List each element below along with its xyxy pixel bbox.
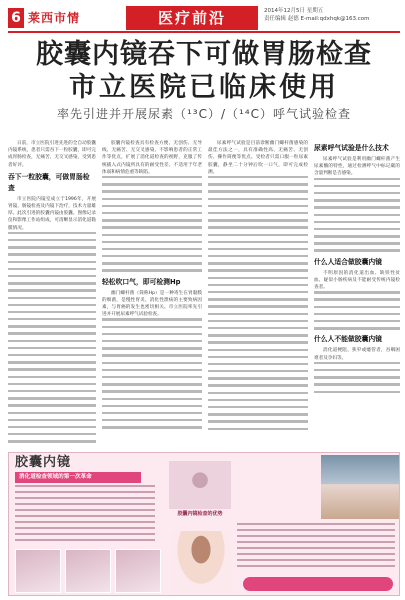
ad-subheading: 胶囊内镜检查的优势 xyxy=(177,511,223,517)
section-heading-breath-test: 尿素呼气试验是什么技术 xyxy=(314,144,389,152)
article-body xyxy=(8,140,400,448)
editor-line: 责任编辑 赵德 E-mail:qdxhqk@163.com xyxy=(264,16,370,22)
article-column-1 xyxy=(8,140,96,448)
illegible-text-lines xyxy=(314,178,400,252)
section-heading-hp: 轻松吹口气，即可检测Hp xyxy=(102,277,181,286)
illegible-text-lines xyxy=(208,176,308,430)
ad-photo-strip xyxy=(15,549,165,593)
subheadline: 率先引进并开展尿素（¹³C）/（¹⁴C）呼气试验检查 xyxy=(56,107,352,121)
illegible-text-lines xyxy=(314,362,400,393)
article-column-4 xyxy=(314,140,400,448)
illegible-text-lines xyxy=(102,318,202,428)
intro-paragraph: 日前，市立医院引进先进的全自动胶囊内镜系统，患者只需吞下一粒胶囊，即可完成胃肠检查，无痛苦、无交叉感染，受到患者好评。 xyxy=(8,141,96,168)
ad-thumbnail xyxy=(115,549,161,593)
ad-text-block xyxy=(237,523,395,571)
section-heading-unsuitable: 什么人不能做胶囊内镜 xyxy=(314,335,382,344)
illegible-text-lines xyxy=(102,176,202,272)
ad-thumbnail xyxy=(15,549,61,593)
body-paragraph: 尿素呼气试验是利用幽门螺杆菌产生尿素酶的特性，通过检测呼气中标记碳的含量判断是否感染。 xyxy=(314,157,400,177)
doctor-photo xyxy=(321,455,399,519)
masthead xyxy=(8,6,400,30)
capsule-device-image xyxy=(169,461,231,509)
issue-meta xyxy=(264,7,400,23)
page-number: 6 xyxy=(8,8,24,28)
section-title: 医疗前沿 xyxy=(126,6,258,30)
body-paragraph: 消化道梗阻、狭窄或瘘管者，吞咽困难者及孕妇等。 xyxy=(314,348,400,361)
ad-ribbon: 消化道检查领域的第一次革命 xyxy=(15,472,141,483)
section-heading-capsule: 吞下一粒胶囊，可做胃肠检查 xyxy=(8,172,90,192)
ad-text-block xyxy=(15,485,155,545)
body-paragraph: 不明原因的消化道出血、缺铁性贫血、疑似小肠疾病及不能耐受传统内镜检查者。 xyxy=(314,270,400,291)
body-paragraph: 幽门螺杆菌（简称Hp）是一种寄生在胃黏膜的细菌，是慢性胃炎、消化性溃疡的主要致病因素，与胃癌的发生也密切相关。市立医院率先引进并开展尿素呼气试验检查。 xyxy=(102,290,202,318)
ad-contact-banner xyxy=(243,577,393,591)
body-paragraph: 胶囊内镜检查具有检查方便、无创伤、无导线、无痛苦、无交叉感染、不影响患者的正常工作等优点，扩展了消化道检查的视野，克服了传统插入式内镜所具有的耐受性差、不适用于年老体弱和病情危重等缺陷。 xyxy=(102,141,202,175)
illegible-text-lines xyxy=(314,291,400,329)
issue-date: 2014年12月5日 星期五 xyxy=(264,8,324,14)
headline-line-1: 胶囊内镜吞下可做胃肠检查 xyxy=(36,39,372,70)
ad-thumbnail xyxy=(65,549,111,593)
headline-line-2: 市立医院已临床使用 xyxy=(69,72,339,103)
article-column-3 xyxy=(208,140,308,448)
headline-block xyxy=(8,38,400,123)
capsule-endoscopy-ad xyxy=(8,452,400,596)
ad-title: 胶囊内镜 xyxy=(15,455,72,470)
paper-name: 莱西市情 xyxy=(28,11,81,25)
body-paragraph: 尿素呼气试验是目前诊断幽门螺杆菌感染的最佳方法之一，具有准确性高、无痛苦、无创伤、操作简便等优点。受检者只需口服一粒尿素胶囊，静坐二十分钟后吹一口气，即可完成检测。 xyxy=(208,141,308,175)
article-column-2 xyxy=(102,140,202,448)
illegible-text-lines xyxy=(8,232,96,443)
header-divider xyxy=(8,31,400,33)
body-paragraph: 市立医院内镜室成立于1996年，开展胃镜、肠镜检查及内镜下治疗，技术力量雄厚。此次引进的胶囊内镜由胶囊、图像记录仪和影像工作站组成，可清晰显示消化道黏膜情况。 xyxy=(8,196,96,231)
model-photo xyxy=(171,531,231,593)
section-heading-suitable: 什么人适合做胶囊内镜 xyxy=(314,257,382,266)
